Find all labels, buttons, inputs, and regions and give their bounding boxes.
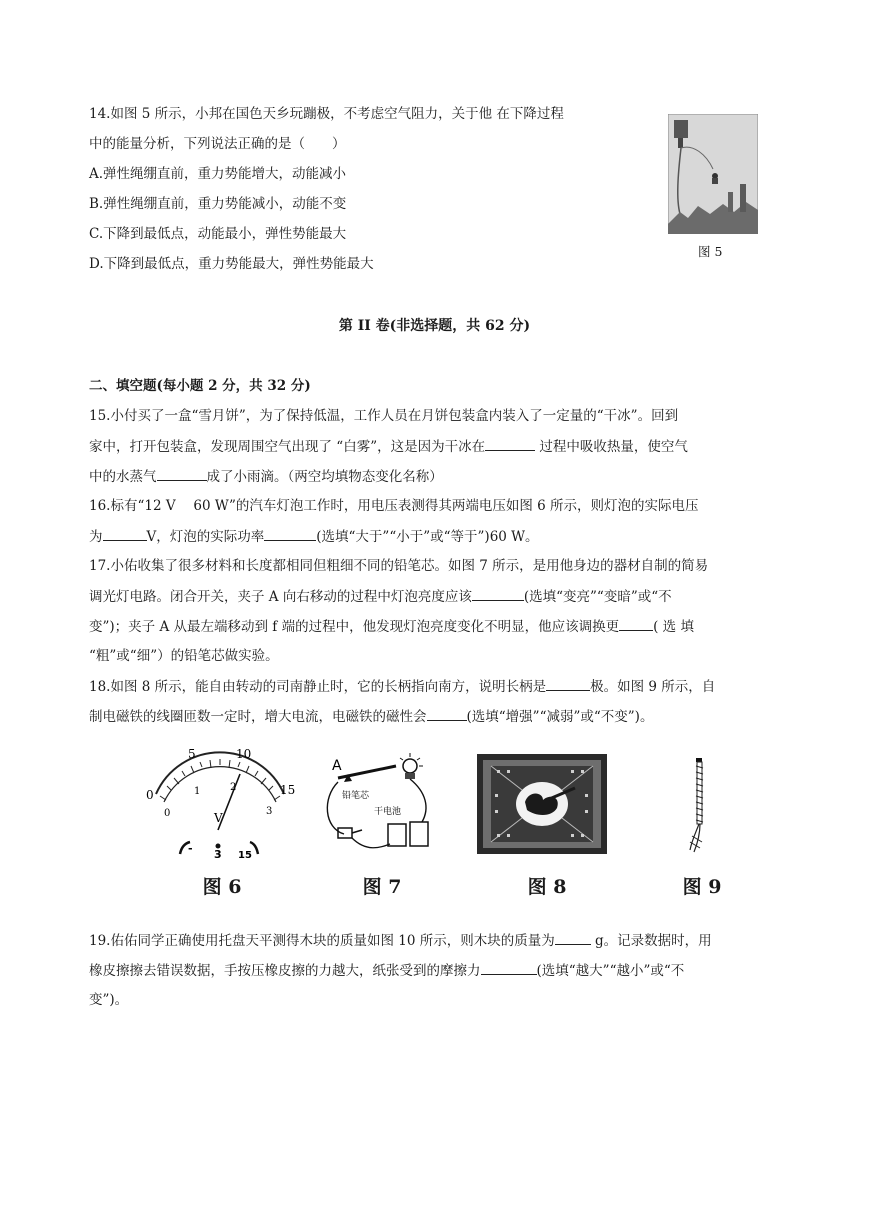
q17-blank-1[interactable] <box>472 586 524 601</box>
q16-text-2c: (选填“大于”“小于”或“等于”)60 W。 <box>316 529 539 545</box>
q15-line-2 <box>89 436 688 457</box>
q17-text-2a: 调光灯电路。闭合开关，夹子 A 向右移动的过程中灯泡亮度应该 <box>89 589 472 605</box>
fig6-terminal-15: 15 <box>238 850 252 861</box>
q14-line-2: 中的能量分析，下列说法正确的是（ ） <box>89 136 346 152</box>
fig7-clip-label: A <box>332 758 342 774</box>
q15-blank-2[interactable] <box>157 466 207 481</box>
figure-7-dimmer-circuit <box>318 748 438 858</box>
q15-blank-1[interactable] <box>485 436 535 451</box>
q19-blank-2[interactable] <box>481 960 537 975</box>
q16-text-2a: 为 <box>89 529 103 545</box>
q17-line-1: 17.小佑收集了很多材料和长度都相同但粗细不同的铅笔芯。如图 7 所示，是用他身边的器材自制的简易 <box>89 558 709 574</box>
q16-text-2b: V，灯泡的实际功率 <box>146 529 265 545</box>
q16-line-2 <box>89 526 539 547</box>
figure-8-caption: 图 8 <box>527 876 567 898</box>
q15-text-2b: 过程中吸收热量，使空气 <box>535 439 688 455</box>
q15-text-3b: 成了小雨滴。（两空均填物态变化名称） <box>206 469 443 485</box>
q17-line-3 <box>89 616 694 637</box>
q18-line-2 <box>89 706 653 727</box>
q15-text-3a: 中的水蒸气 <box>89 469 157 485</box>
fig7-battery-label: 干电池 <box>374 807 402 817</box>
fig6-top-tick-5: 5 <box>188 747 196 761</box>
q18-blank-2[interactable] <box>427 706 467 721</box>
q17-line-4: “粗”或“细”）的铅笔芯做实验。 <box>89 648 279 664</box>
figure-9-caption: 图 9 <box>682 876 722 898</box>
q18-text-1a: 18.如图 8 所示，能自由转动的司南静止时，它的长柄指向南方，说明长柄是 <box>89 679 547 695</box>
fig7-pencil-label: 铅笔芯 <box>342 791 370 801</box>
q17-blank-2[interactable] <box>619 616 653 631</box>
figure-9-electromagnet <box>682 756 722 856</box>
q16-blank-2[interactable] <box>264 526 316 541</box>
q19-text-1a: 19.佑佑同学正确使用托盘天平测得木块的质量如图 10 所示，则木块的质量为 <box>89 933 555 949</box>
fig6-top-tick-10: 10 <box>236 747 252 761</box>
figure-8-sinan-compass <box>477 754 607 854</box>
figure-6-caption: 图 6 <box>202 876 242 898</box>
section-2-title: 第 II 卷(非选择题，共 62 分) <box>338 318 531 334</box>
figure-6-voltmeter <box>138 742 298 862</box>
fill-in-section-heading: 二、填空题(每小题 2 分，共 32 分) <box>89 378 311 394</box>
q17-text-2b: (选填“变亮”“变暗”或“不 <box>523 589 672 605</box>
figure-5-bungee-photo <box>668 114 758 234</box>
q19-text-2a: 橡皮擦擦去错误数据，手按压橡皮擦的力越大，纸张受到的摩擦力 <box>89 963 481 979</box>
q14-option-c: C.下降到最低点，动能最小，弹性势能最大 <box>89 226 347 242</box>
fig6-terminal-minus: - <box>188 842 193 855</box>
q14-option-a: A.弹性绳绷直前，重力势能增大，动能减小 <box>89 166 347 182</box>
q18-text-2a: 制电磁铁的线圈匝数一定时，增大电流，电磁铁的磁性会 <box>89 709 427 725</box>
q18-text-2b: (选填“增强”“减弱”或“不变”)。 <box>466 709 654 725</box>
q19-line-1 <box>89 930 712 951</box>
q17-text-3b: ( 选 填 <box>653 619 694 635</box>
figure-7-caption: 图 7 <box>362 876 402 898</box>
fig6-unit: V <box>214 811 223 825</box>
fig6-bottom-tick-1: 1 <box>194 786 201 797</box>
q19-blank-1[interactable] <box>555 930 591 945</box>
fig6-bottom-tick-0: 0 <box>164 808 171 819</box>
q16-blank-1[interactable] <box>103 526 147 541</box>
q18-blank-1[interactable] <box>546 676 590 691</box>
q17-text-3a: 变”)；夹子 A 从最左端移动到 f 端的过程中，他发现灯泡亮度变化不明显，他应该调换更 <box>89 619 620 635</box>
q16-line-1: 16.标有“12 V 60 W”的汽车灯泡工作时，用电压表测得其两端电压如图 6 所示，则灯泡的实际电压 <box>89 498 699 514</box>
q17-line-2 <box>89 586 672 607</box>
q19-text-1b: g。记录数据时，用 <box>590 933 712 949</box>
q19-line-3: 变”)。 <box>89 992 129 1008</box>
fig6-bottom-tick-3: 3 <box>266 806 273 817</box>
fig6-top-tick-15: 15 <box>280 783 296 797</box>
q15-line-1: 15.小付买了一盒“雪月饼”，为了保持低温，工作人员在月饼包装盒内装入了一定量的“干冰”。回到 <box>89 408 679 424</box>
figure-5-caption: 图 5 <box>698 244 723 259</box>
q14-option-b: B.弹性绳绷直前，重力势能减小，动能不变 <box>89 196 347 212</box>
q15-text-2a: 家中，打开包装盒，发现周围空气出现了 “白雾”，这是因为干冰在 <box>89 439 486 455</box>
q19-line-2 <box>89 960 684 981</box>
q14-line-1: 14.如图 5 所示，小邦在国色天乡玩蹦极，不考虑空气阻力，关于他 在下降过程 <box>89 106 564 122</box>
q18-text-1b: 极。如图 9 所示，自 <box>590 679 716 695</box>
q15-line-3 <box>89 466 443 487</box>
q14-option-d: D.下降到最低点，重力势能最大，弹性势能最大 <box>89 256 374 272</box>
q19-text-2b: (选填“越大”“越小”或“不 <box>536 963 685 979</box>
q18-line-1 <box>89 676 715 697</box>
fig6-top-tick-0: 0 <box>146 788 154 802</box>
fig6-terminal-3: 3 <box>214 848 222 861</box>
fig6-bottom-tick-2: 2 <box>230 782 237 793</box>
